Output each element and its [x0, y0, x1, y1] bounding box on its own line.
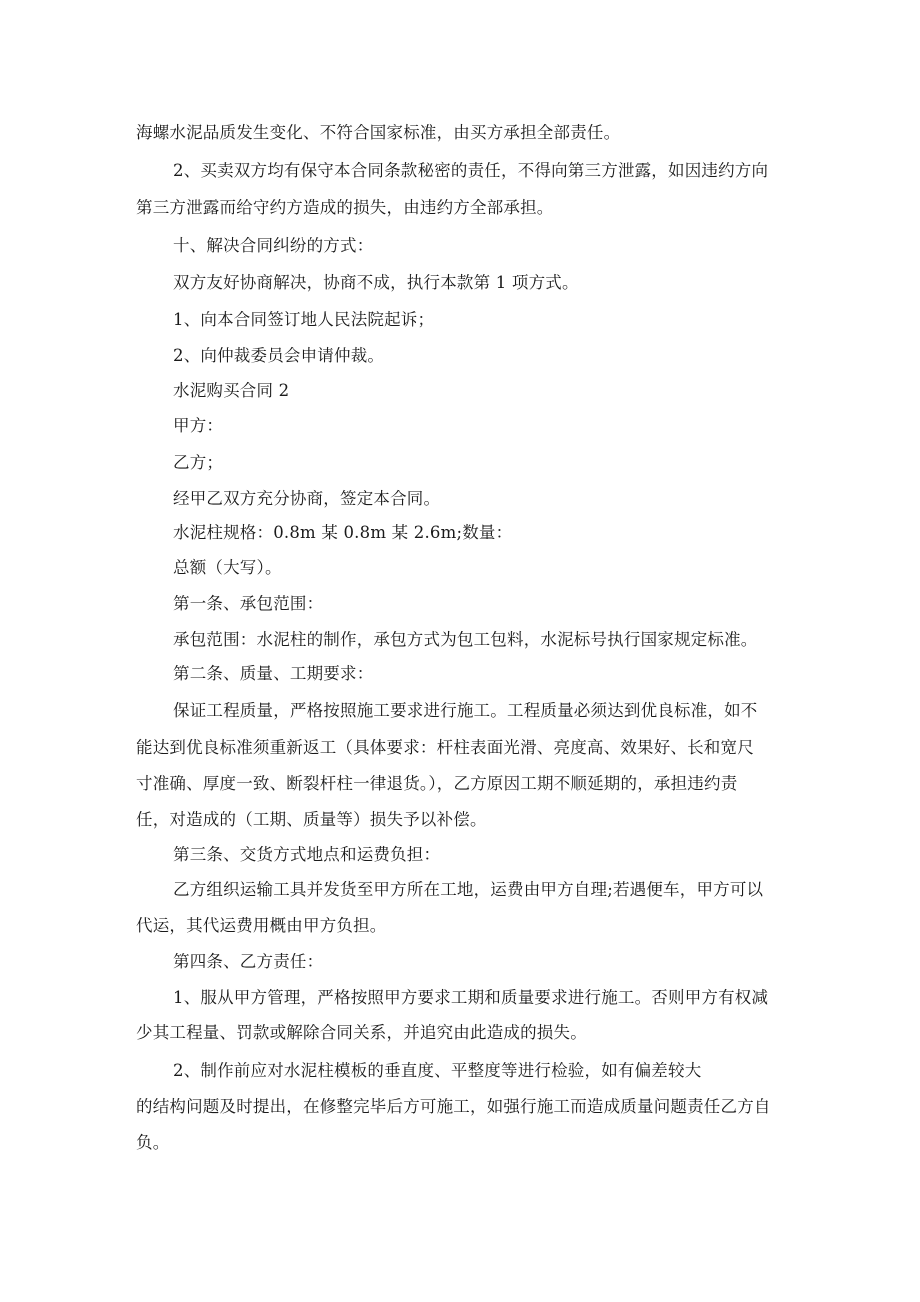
text-line: 第三方泄露而给守约方造成的损失，由违约方全部承担。 — [136, 198, 554, 217]
section-heading: 第三条、交货方式地点和运费负担： — [173, 845, 441, 864]
party-b-label: 乙方； — [173, 453, 224, 472]
text-line: 海螺水泥品质发生变化、不符合国家标准，由买方承担全部责任。 — [136, 123, 621, 142]
document-title: 水泥购买合同 2 — [173, 381, 290, 400]
text-line: 寸准确、厚度一致、断裂杆柱一律退货。），乙方原因工期不顺延期的，承担违约责 — [136, 774, 738, 793]
text-line: 水泥柱规格：0.8m 某 0.8m 某 2.6m;数量： — [173, 523, 513, 542]
text-line: 2、买卖双方均有保守本合同条款秘密的责任，不得向第三方泄露，如因违约方向 — [173, 161, 769, 180]
text-line: 保证工程质量，严格按照施工要求进行施工。工程质量必须达到优良标准，如不 — [173, 701, 758, 720]
text-line: 经甲乙双方充分协商，签定本合同。 — [173, 489, 441, 508]
section-heading: 第二条、质量、工期要求： — [173, 664, 374, 683]
section-heading: 第四条、乙方责任： — [173, 952, 324, 971]
text-line: 的结构问题及时提出，在修整完毕后方可施工，如强行施工而造成质量问题责任乙方自 — [136, 1097, 771, 1116]
text-line: 负。 — [136, 1133, 170, 1152]
text-line: 乙方组织运输工具并发货至甲方所在工地，运费由甲方自理;若遇便车，甲方可以 — [173, 880, 764, 899]
section-heading: 第一条、承包范围： — [173, 594, 324, 613]
text-line: 1、向本合同签订地人民法院起诉； — [173, 310, 435, 329]
text-line: 能达到优良标准须重新返工（具体要求：杆柱表面光滑、亮度高、效果好、长和宽尺 — [136, 738, 754, 757]
text-line: 2、制作前应对水泥柱模板的垂直度、平整度等进行检验，如有偏差较大 — [173, 1061, 702, 1080]
text-line: 1、服从甲方管理，严格按照甲方要求工期和质量要求进行施工。否则甲方有权减 — [173, 988, 769, 1007]
text-line: 少其工程量、罚款或解除合同关系，并追究由此造成的损失。 — [136, 1023, 587, 1042]
text-line: 代运，其代运费用概由甲方负担。 — [136, 916, 387, 935]
text-line: 2、向仲裁委员会申请仲裁。 — [173, 346, 385, 365]
text-line: 承包范围：水泥柱的制作，承包方式为包工包料，水泥标号执行国家规定标准。 — [173, 630, 758, 649]
text-line: 任，对造成的（工期、质量等）损失予以补偿。 — [136, 810, 487, 829]
party-a-label: 甲方： — [173, 416, 224, 435]
text-line: 双方友好协商解决，协商不成，执行本款第 1 项方式。 — [173, 273, 579, 292]
section-heading: 十、解决合同纠纷的方式： — [173, 236, 374, 255]
text-line: 总额（大写）。 — [173, 558, 282, 577]
